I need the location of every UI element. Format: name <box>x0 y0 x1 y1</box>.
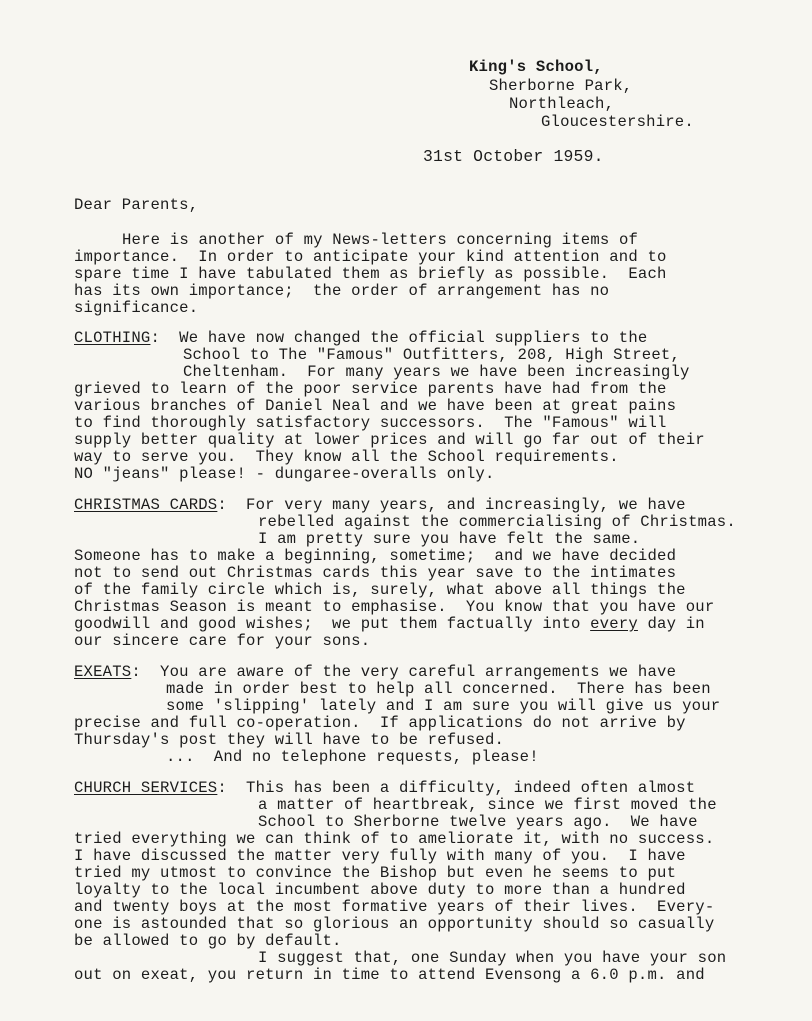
exeats-line: made in order best to help all concerned. There has been <box>166 680 711 698</box>
clothing-line: Cheltenham. For many years we have been increasingly <box>183 363 690 381</box>
church-line: tried everything we can think of to ameliorate it, with no success. <box>74 830 715 848</box>
salutation: Dear Parents, <box>74 196 199 214</box>
emphasis-every: every <box>590 615 638 633</box>
church-line: loyalty to the local incumbent above duty to more than a hundred <box>74 881 686 899</box>
exeats-line: precise and full co-operation. If applications do not arrive by <box>74 714 686 732</box>
church-line: I have discussed the matter very fully with many of you. I have <box>74 847 686 865</box>
christmas-line-every <box>74 616 705 633</box>
intro-line: Here is another of my News-letters concerning items of <box>122 231 639 249</box>
christmas-first-line <box>74 497 686 514</box>
exeats-line: Thursday's post they will have to be refused. <box>74 731 505 749</box>
church-line: and twenty boys at the most formative years of their lives. Every- <box>74 898 715 916</box>
clothing-first-line <box>74 330 647 347</box>
church-heading: CHURCH SERVICES <box>74 779 218 797</box>
intro-line: spare time I have tabulated them as briefly as possible. Each <box>74 265 667 283</box>
clothing-line: supply better quality at lower prices and will go far out of their <box>74 431 705 449</box>
clothing-line: various branches of Daniel Neal and we have been at great pains <box>74 397 677 415</box>
christmas-line: Someone has to make a beginning, sometime; and we have decided <box>74 547 677 565</box>
church-line: School to Sherborne twelve years ago. We have <box>258 813 698 831</box>
intro-line: importance. In order to anticipate your kind attention and to <box>74 248 667 266</box>
exeats-first-line <box>74 664 676 681</box>
clothing-text: : We have now changed the official suppliers to the <box>150 329 648 347</box>
clothing-heading: CLOTHING <box>74 329 151 347</box>
intro-line: has its own importance; the order of arrangement has no <box>74 282 610 300</box>
clothing-line: way to serve you. They know all the School requirements. <box>74 448 619 466</box>
christmas-line: our sincere care for your sons. <box>74 632 371 650</box>
intro-line: significance. <box>74 299 199 317</box>
christmas-heading: CHRISTMAS CARDS <box>74 496 218 514</box>
church-text: : This has been a difficulty, indeed often almost <box>217 779 696 797</box>
church-line: be allowed to go by default. <box>74 932 342 950</box>
clothing-line: grieved to learn of the poor service parents have had from the <box>74 380 667 398</box>
exeats-text: : You are aware of the very careful arrangements we have <box>131 663 677 681</box>
address-line-3: Gloucestershire. <box>541 113 694 131</box>
christmas-line: I am pretty sure you have felt the same. <box>258 530 641 548</box>
christmas-line: of the family circle which is, surely, what above all things the <box>74 581 686 599</box>
christmas-text: day in <box>637 615 705 633</box>
church-line: out on exeat, you return in time to attend Evensong a 6.0 p.m. and <box>74 966 705 984</box>
church-first-line <box>74 780 695 797</box>
exeats-line: ... And no telephone requests, please! <box>166 748 539 766</box>
christmas-line: not to send out Christmas cards this year save to the intimates <box>74 564 677 582</box>
church-line: tried my utmost to convince the Bishop but even he seems to put <box>74 864 677 882</box>
clothing-line: to find thoroughly satisfactory successors. The "Famous" will <box>74 414 667 432</box>
exeats-line: some 'slipping' lately and I am sure you will give us your <box>166 697 721 715</box>
address-line-1: Sherborne Park, <box>489 77 633 95</box>
christmas-line: rebelled against the commercialising of Christmas. <box>258 513 736 531</box>
christmas-text: : For very many years, and increasingly, we have <box>217 496 686 514</box>
church-line: I suggest that, one Sunday when you have your son <box>258 949 727 967</box>
church-line: one is astounded that so glorious an opportunity should so casually <box>74 915 715 933</box>
school-name: King's School, <box>469 58 603 76</box>
christmas-line: Christmas Season is meant to emphasise. You know that you have our <box>74 598 715 616</box>
clothing-line: School to The "Famous" Outfitters, 208, High Street, <box>183 346 681 364</box>
clothing-line: NO "jeans" please! - dungaree-overalls only. <box>74 465 495 483</box>
address-line-2: Northleach, <box>509 95 615 113</box>
church-line: a matter of heartbreak, since we first moved the <box>258 796 717 814</box>
christmas-text: goodwill and good wishes; we put them factually into <box>74 615 591 633</box>
letter-date: 31st October 1959. <box>423 147 604 166</box>
exeats-heading: EXEATS <box>74 663 132 681</box>
